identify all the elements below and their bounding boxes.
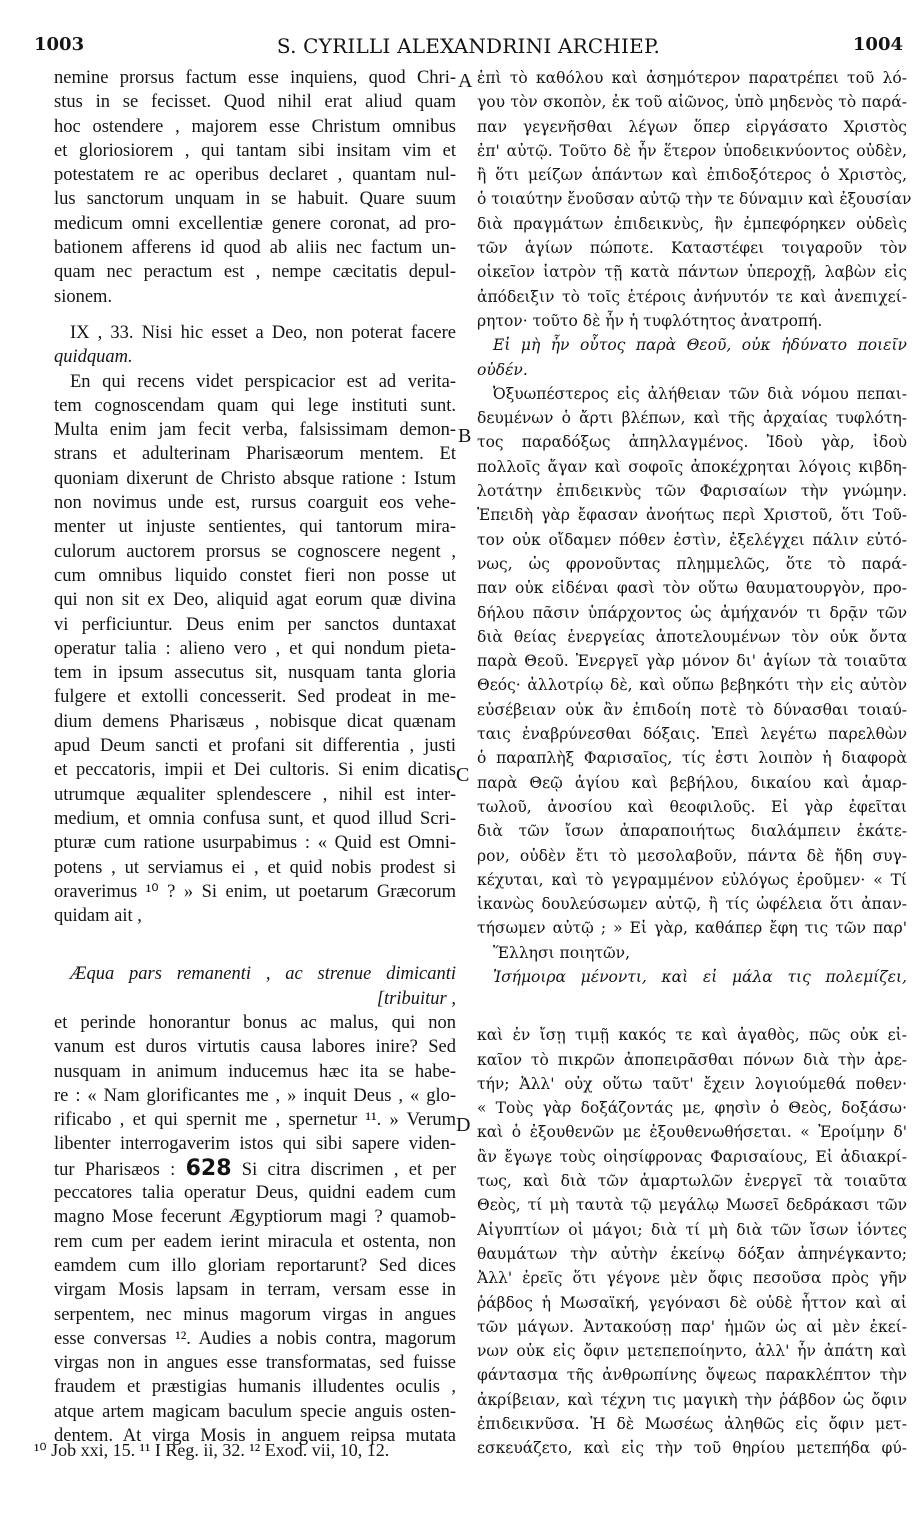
latin-paragraph-3 bbox=[54, 1011, 456, 1448]
text-line: ταις ἐναβρύνεσθαι δόξαις. Ἐπεὶ λεγέτω παρελθὼν bbox=[477, 725, 907, 744]
text-line: Multa enim jam fecit verba, falsissimam demon- bbox=[54, 420, 456, 441]
text-line: hoc ostendere , majorem esse Christum omnibus bbox=[54, 116, 456, 137]
text-line: νων οὐκ εἰς ὄφιν μετεπεποίηντο, ἀλλ' ἦν ἀπάτη καὶ bbox=[477, 1342, 907, 1361]
text-line: τωλοῦ, ἀνοσίου καὶ θεοφιλοῦς. Εἰ γὰρ ἐφεῖται bbox=[477, 797, 907, 816]
text-line: ἀπόδειξιν τὸ τοῖς ἑτέροις ἀνήνυτόν τε καὶ ἀνεπιχεί- bbox=[477, 287, 907, 306]
latin-paragraph-1 bbox=[54, 66, 456, 309]
text-line: pturæ cum ratione usurpabimus : « Quid est Omni- bbox=[54, 833, 456, 854]
text-line: lus sanctorum unquam in se habuit. Quare suum bbox=[54, 189, 456, 210]
greek-paragraph-3 bbox=[477, 1023, 907, 1460]
text-line: τήν; Ἀλλ' οὐχ οὕτω ταῦτ' ἔχειν λογιούμεθά ποθεν· bbox=[477, 1074, 907, 1093]
text-line: fulgere et extolli concesserit. Sed prodeat in me- bbox=[54, 687, 456, 708]
text-line: καῖον τὸ πικρῶν ἀποπειρᾶσθαι πόνων διὰ τὴν ἀρε- bbox=[477, 1050, 907, 1069]
text-line: qui non sit ex Deo, aliquid agat eorum quæ divina bbox=[54, 590, 456, 611]
text-line: tem in ipsum assecutus sit, nusquam tanta gloria bbox=[54, 663, 456, 684]
latin-column bbox=[54, 66, 456, 1448]
text-line: dium demens Pharisæus , nobisque dicat quænam bbox=[54, 711, 456, 732]
text-line: ἢ ὅτι μείζων ἁπάντων καὶ ἐπιδοξότερος ὁ Χριστὸς, bbox=[477, 166, 907, 185]
text-line: Ἐπειδὴ γὰρ ἔφασαν ἀνοήτως περὶ Χριστοῦ, ὅτι Τοῦ- bbox=[477, 506, 907, 525]
text-line: οἰκεῖον ἰατρὸν τῇ κατὰ πάντων ὑπεροχῇ, λαβὼν εἰς bbox=[477, 263, 907, 282]
text-line: Ὀξυωπέστερος εἰς ἀλήθειαν τῶν διὰ νόμου πεπαι- bbox=[493, 384, 907, 403]
greek-column bbox=[477, 66, 912, 1461]
latin-section-heading: IX , 33. Nisi hic esset a Deo, non poterat facere bbox=[70, 322, 456, 343]
text-line: διὰ πραγμάτων ἐπιδεικνὺς, ἣν ἐμπεφόρηκεν οὐδεὶς bbox=[477, 214, 907, 233]
text-line: stus in se fecisset. Quod nihil erat aliud quam bbox=[54, 92, 456, 113]
text-line: culorum auctorem prorsus se cognoscere negent , bbox=[54, 541, 456, 562]
text-line: Ἕλλησι ποιητῶν, bbox=[493, 943, 631, 962]
original-page-marker: 628 bbox=[185, 1155, 232, 1181]
text-line: τως, καὶ διὰ τῶν ἁμαρτωλῶν ἐνεργεῖ τὰ τοιαῦτα bbox=[477, 1172, 907, 1191]
text-line: quidam ait , bbox=[54, 906, 142, 927]
text-line: bationem afferens id quod ab aliis nec factum un- bbox=[54, 238, 456, 259]
text-line: παν γεγενῆσθαι λέγων ὅπερ εἰργάσατο Χριστὸς bbox=[477, 117, 907, 136]
text-line: ῥάβδος ἡ Μωσαϊκή, γεγόνασι δὲ οὐδὲ ἧττον καὶ αἱ bbox=[477, 1293, 907, 1312]
text-line: medicum omni excellentiæ genere coronat, ad pro- bbox=[54, 213, 456, 234]
latin-verse: Æqua pars remanenti , ac strenue dimicanti bbox=[70, 964, 456, 985]
text-line: « Τοὺς γὰρ δοξάζοντάς με, φησὶν ὁ Θεὸς, δοξάσω· bbox=[477, 1099, 907, 1118]
text-fragment: tur Pharisæos : bbox=[54, 1159, 176, 1180]
text-fragment: Si citra discrimen , et per bbox=[241, 1159, 457, 1180]
text-line: cum omnibus liquido constet fieri non posse ut bbox=[54, 565, 456, 586]
text-line: quam nec peractum est , nempe cæcitatis depul- bbox=[54, 262, 456, 283]
latin-paragraph-2 bbox=[54, 370, 456, 929]
text-line: medium, et omnia confusa sunt, et quod illud Scri- bbox=[54, 808, 456, 829]
text-line: peccatores talia operatur Deus, quidni eadem cum bbox=[54, 1183, 456, 1204]
text-line: παρὰ Θεῷ ἁγίου καὶ βεβήλου, δικαίου καὶ ἁμαρ- bbox=[477, 773, 907, 792]
text-line: Θεὸς, τί μὴ ταυτὰ τῷ μεγάλῳ Μωσεῖ δεδράκασι τῶν bbox=[477, 1196, 907, 1215]
text-line: et perinde honorantur bonus ac malus, qui non bbox=[54, 1012, 456, 1033]
text-line: ἐπὶ τὸ καθόλου καὶ ἀσημότερον παρατρέπει τοῦ λό- bbox=[477, 69, 907, 87]
greek-verse: Ἰσήμοιρα μένοντι, καὶ εἰ μάλα τις πολεμίζει, bbox=[493, 967, 907, 986]
page-header bbox=[34, 34, 903, 64]
text-line: Αἰγυπτίων οἱ μάγοι; διὰ τί μὴ διὰ τῶν ἴσων ἰόντες bbox=[477, 1220, 907, 1239]
margin-letter-d: D bbox=[456, 1114, 471, 1136]
text-line: virgam Mosis lapsam in terram, versam esse in bbox=[54, 1280, 456, 1301]
text-line: καὶ ὁ ἐξουθενῶν με ἐξουθενωθήσεται. « Ἐροίμην δ' bbox=[477, 1123, 907, 1142]
text-line: re : « Nam glorificantes me , » inquit Deus , « glo- bbox=[54, 1085, 456, 1106]
text-line: ὁ τοιαύτην ἔνοῦσαν αὐτῷ τὴν τε δύναμιν καὶ ἐξουσίαν bbox=[477, 190, 912, 209]
running-title: S. CYRILLI ALEXANDRINI ARCHIEP. bbox=[276, 34, 661, 58]
text-line: ἀκρίβειαν, καὶ τέχνη τις μαγικὴ τὴν ῥάβδον ὡς ὄφιν bbox=[477, 1390, 907, 1409]
text-line: vanum est duros virtutis causa labores inire? Sed bbox=[54, 1037, 456, 1058]
text-line: δήλου πᾶσιν ὑπάρχοντος ὡς ἀμήχανόν τι δρᾷν τῶν bbox=[477, 603, 907, 622]
text-line: Θεός· ἀλλοτρίῳ δὲ, καὶ οὔπω βεβηκότι τὴν εἰς αὐτὸν bbox=[477, 676, 907, 695]
margin-letter-a: A bbox=[458, 70, 473, 92]
text-line: rem cum per eadem ierint miracula et ostenta, non bbox=[54, 1231, 456, 1252]
text-line: εὐσέβειαν οὐκ ἂν ἐπιδοίη ποτὲ τὸ δύνασθαι τοιαύ- bbox=[477, 700, 907, 719]
text-line: τῶν μάγων. Ἀντακούσῃ παρ' ἡμῶν ὡς αἱ μὲν ἐκεί- bbox=[477, 1317, 907, 1336]
greek-paragraph-1 bbox=[477, 66, 912, 333]
text-line: πολλοῖς ἄγαν καὶ σοφοῖς ἀποκέχρηται λόγοις κιβδη- bbox=[477, 457, 907, 476]
page-number-left: 1003 bbox=[34, 34, 85, 55]
text-line: ἐπιδεικνῦσα. Ἡ δὲ Μωσέως ἀληθῶς εἰς ὄφιν μετ- bbox=[477, 1415, 907, 1434]
text-line: ρον, οὐδὲν ἔτι τὸ μεσολαβοῦν, πάντα δὲ ἤδη συγ- bbox=[477, 846, 907, 865]
text-line: Ἀλλ' ἐρεῖς ὅτι γέγονε μὲν ὄφις πεσοῦσα πρὸς γῆν bbox=[477, 1269, 907, 1288]
footnotes: ¹⁰ Job xxi, 15. ¹¹ I Reg. ii, 32. ¹² Exod. vii, 10, 12. bbox=[34, 1440, 390, 1460]
text-line: φάντασμα τῆς ἀνθρωπίνης ὄψεως παρακλέπτον τὴν bbox=[477, 1366, 907, 1385]
greek-section-heading: Εἰ μὴ ἦν οὗτος παρὰ Θεοῦ, οὐκ ἠδύνατο ποιεῖν bbox=[493, 336, 907, 355]
text-line: νως, ὡς φρονοῦντας πλημμελῶς, ὅτε τὸ παρά- bbox=[477, 554, 907, 573]
text-line: operatur talia : alieno vero , et qui nondum pieta- bbox=[54, 638, 456, 659]
text-line: διὰ θείας ἐνεργείας ἀποτελουμένων τὸν οὐκ ὄντα bbox=[477, 627, 907, 646]
text-line: γου τὸν σκοπὸν, ἐκ τοῦ αἰῶνος, ὑπὸ μηδενὸς τὸ παρά- bbox=[477, 93, 907, 112]
text-line: oraverimus ¹⁰ ? » Si enim, ut poetarum Græcorum bbox=[54, 881, 456, 902]
text-line: eamdem cum illo gloriam reportarunt? Sed dices bbox=[54, 1255, 456, 1276]
text-line: κέχυται, καὶ τὸ γεγραμμένον εὐλόγως ἐροῦμεν· « Τί bbox=[477, 870, 907, 889]
text-line: ρητον· τοῦτο δὲ ἦν ἡ τυφλότητος ἀνατροπή. bbox=[477, 311, 823, 330]
text-line: utrumque æqualiter splendescere , nihil est inter- bbox=[54, 784, 456, 805]
text-line-with-marker bbox=[54, 1157, 456, 1181]
greek-paragraph-2 bbox=[477, 382, 907, 965]
text-line: nusquam in animum inducemus hæc ita se habe- bbox=[54, 1061, 456, 1082]
page-number-right: 1004 bbox=[852, 34, 903, 55]
text-line: potens , ut serviamus ei , et quid nobis prodest si bbox=[54, 857, 456, 878]
text-line: ἐπ' αὐτῷ. Τοῦτο δὲ ἦν ἕτερον ὑποδεικνύοντος οὐδὲν, bbox=[477, 141, 907, 160]
text-line: λοτάτην ἐπιδεικνὺς τῶν Φαρισαίων τὴν γνώμην. bbox=[477, 482, 907, 501]
text-line: libenter interrogaverim istos qui sibi sapere viden- bbox=[54, 1134, 456, 1155]
text-line: καὶ ἐν ἴσῃ τιμῇ κακός τε καὶ ἀγαθὸς, πῶς οὐκ εἰ- bbox=[477, 1026, 907, 1045]
text-line: ἂν ἔγωγε τοὺς οἰησίφρονας Φαρισαίους, Εἰ ἀδιακρί- bbox=[477, 1147, 907, 1166]
text-line: magno Mose fecerunt Ægyptiorum magi ? quamob- bbox=[54, 1207, 456, 1228]
text-line: et gloriosiorem , qui tantam sibi insitam vim et bbox=[54, 140, 456, 161]
text-line: dentem. At virga Mosis in anguem reipsa mutata bbox=[54, 1426, 456, 1447]
text-line: nemine prorsus factum esse inquiens, quod Chri- bbox=[54, 68, 456, 88]
text-line: apud Deum sancti et profani sit differentia , justi bbox=[54, 736, 456, 757]
text-line: θαυμάτων τὴν αὐτὴν ἐκείνῳ δόξαν ἀπηνέγκαντο; bbox=[477, 1244, 907, 1263]
margin-letter-b: B bbox=[458, 425, 472, 447]
latin-verse-cont: [tribuitur , bbox=[376, 988, 456, 1009]
text-line: et peccatoris, impii et Dei cultoris. Si enim dicatis bbox=[54, 760, 456, 781]
text-line: strans et adulterinam Pharisæorum mentem. Et bbox=[54, 444, 456, 465]
text-line: τον οὐκ οἴδαμεν πόθεν ἐστὶν, ἐξελέγχει πάλιν εὐτό- bbox=[477, 530, 907, 549]
text-line: En qui recens videt perspicacior est ad verita- bbox=[70, 371, 456, 392]
text-line: sionem. bbox=[54, 286, 113, 307]
text-line: διὰ τῶν ἴσων ἀπαραποιήτως διαλάμπειν ἑκάτε- bbox=[477, 822, 907, 841]
text-line: ἱκανὼς δουλεύσωμεν αὐτῷ, ἢ τίς ὠφέλεια ὅτι ἀπαν- bbox=[477, 895, 907, 914]
text-line: quoniam dixerunt de Christo absque ratione : Istum bbox=[54, 468, 456, 489]
text-line: atque artem magicam baculum specie anguis osten- bbox=[54, 1401, 456, 1422]
text-line: παρὰ Θεοῦ. Ἐνεργεῖ γὰρ μόνον δι' ἁγίων τὰ τοιαῦτα bbox=[477, 652, 907, 671]
margin-letter-c: C bbox=[456, 764, 470, 786]
text-line: esse conversas ¹². Audies a nobis contra, magorum bbox=[54, 1328, 456, 1349]
text-line: menter ut injuste sentientes, qui tantorum mira- bbox=[54, 517, 456, 538]
greek-section-heading-cont: οὐδέν. bbox=[477, 360, 528, 379]
text-line: rificabo , et qui spernit me , spernetur ¹¹. » Verum bbox=[54, 1110, 456, 1131]
text-line: potestatem re ac operibus declaret , quantam nul- bbox=[54, 165, 456, 186]
text-line: virgas non in angues esse transformatas, sed fuisse bbox=[54, 1353, 456, 1374]
text-line: tem cognoscendam quam qui lege instituti sunt. bbox=[54, 395, 456, 416]
text-line: serpentem, nec minus magorum virgas in angues bbox=[54, 1304, 456, 1325]
text-line: non novimus unde est, rursus coarguit eos vehe- bbox=[54, 493, 456, 514]
text-line: ὁ παραπλὴξ Φαρισαῖος, τίς ἐστι λοιπὸν ἡ διαφορὰ bbox=[477, 749, 907, 768]
text-line: εσκευάζετο, καὶ εἰς τὴν τοῦ θηρίου μετεπήδα φύ- bbox=[477, 1439, 907, 1458]
text-line: τήσωμεν αὐτῷ ; » Εἰ γὰρ, καθάπερ ἔφη τις τῶν παρ' bbox=[477, 919, 907, 938]
text-line: δευμένων ὁ ἄρτι βλέπων, καὶ τῆς ἀρχαίας τυφλότη- bbox=[477, 409, 907, 428]
text-line: fraudem et præstigias humanis illudentes oculis , bbox=[54, 1377, 456, 1398]
text-line: παν οὐκ εἰδέναι φασὶ τὸν οὕτω θαυματουργὸν, προ- bbox=[477, 579, 907, 598]
latin-section-heading-cont: quidquam. bbox=[54, 347, 133, 368]
text-line: τος παραδόξως ἀπηλλαγμένος. Ἰδοὺ γὰρ, ἰδοὺ bbox=[477, 433, 907, 452]
text-line: vi perficiuntur. Deus enim per sanctos duntaxat bbox=[54, 614, 456, 635]
text-line: τῶν ἁγίων πώποτε. Καταστέφει τοιγαροῦν τὸν bbox=[477, 239, 907, 258]
